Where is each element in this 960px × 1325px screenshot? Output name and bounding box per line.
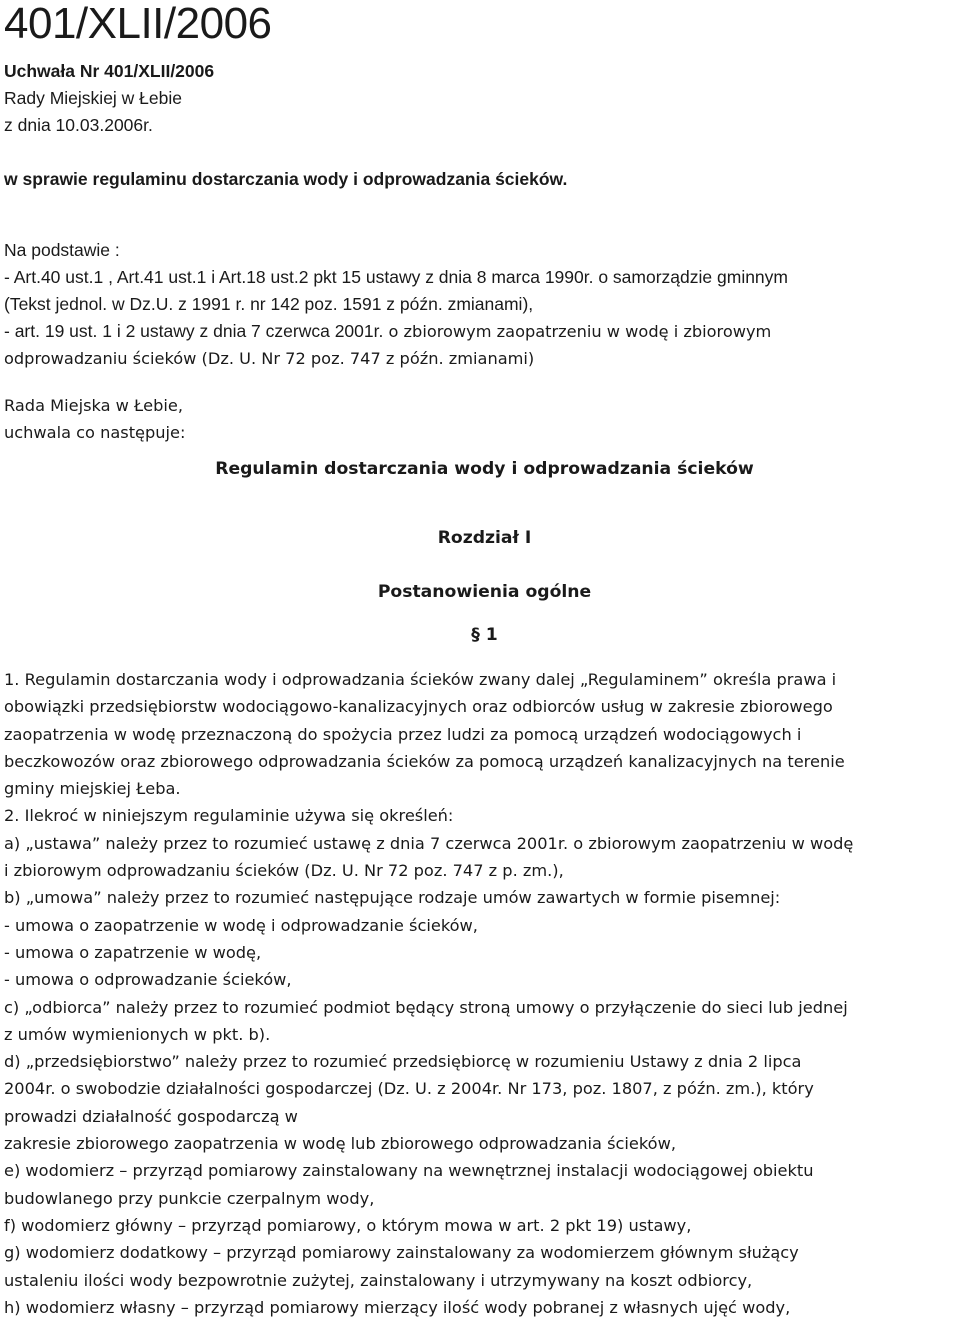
body-line: c) „odbiorca” należy przez to rozumieć podmiot będący stroną umowy o przyłączenie do sieci lub jednej <box>4 997 848 1017</box>
body-line: f) wodomierz główny – przyrząd pomiarowy, o którym mowa w art. 2 pkt 19) ustawy, <box>4 1215 692 1235</box>
council-line: uchwala co następuje: <box>4 423 186 443</box>
council-name: Rady Miejskiej w Łebie <box>4 88 182 108</box>
legal-basis-line-mixed <box>4 318 788 345</box>
body-line: obowiązki przedsiębiorstw wodociągowo-kanalizacyjnych oraz odbiorców usług w zakresie zbiorowego <box>4 697 833 717</box>
body-line: z umów wymienionych w pkt. b). <box>4 1024 271 1044</box>
document-title: 401/XLII/2006 <box>4 0 272 48</box>
resolution-subject: w sprawie regulaminu dostarczania wody i odprowadzania ścieków. <box>4 169 568 189</box>
body-line: b) „umowa” należy przez to rozumieć następujące rodzaje umów zawartych w formie pisemnej: <box>4 888 781 908</box>
legal-basis-line-part: - art. 19 ust. 1 i 2 ustawy z dnia 7 czerwca 2001r. <box>4 321 384 341</box>
legal-basis-intro: Na podstawie : <box>4 240 120 260</box>
chapter-heading: Rozdział I <box>437 528 532 548</box>
body-line: prowadzi działalność gospodarczą w <box>4 1106 298 1126</box>
body-line: d) „przedsiębiorstwo” należy przez to rozumieć przedsiębiorcę w rozumieniu Ustawy z dnia 2 lipca <box>4 1052 802 1072</box>
legal-basis-line: odprowadzaniu ścieków (Dz. U. Nr 72 poz. 747 z późn. zmianami) <box>4 349 535 369</box>
body-line: zaopatrzenia w wodę przeznaczoną do spożycia przez ludzi za pomocą urządzeń wodociągowych i <box>4 724 802 744</box>
body-line: 2004r. o swobodzie działalności gospodarczej (Dz. U. z 2004r. Nr 173, poz. 1807, z późn. zm.), który <box>4 1079 814 1099</box>
body-line: budowlanego przy punkcie czerpalnym wody, <box>4 1188 375 1208</box>
body-line: 1. Regulamin dostarczania wody i odprowadzania ścieków zwany dalej „Regulaminem” określa prawa i <box>4 670 837 689</box>
body-line: gminy miejskiej Łeba. <box>4 779 181 799</box>
resolution-number: Uchwała Nr 401/XLII/2006 <box>4 61 215 81</box>
body-line: - umowa o zapatrzenie w wodę, <box>4 942 262 962</box>
body-line: i zbiorowym odprowadzaniu ścieków (Dz. U. Nr 72 poz. 747 z p. zm.), <box>4 861 564 881</box>
body-line: 2. Ilekroć w niniejszym regulaminie używa się określeń: <box>4 806 454 826</box>
legal-basis-line-part: o zbiorowym zaopatrzeniu w wodę i zbiorowym <box>383 322 772 341</box>
body-line: beczkowozów oraz zbiorowego odprowadzania ścieków za pomocą urządzeń kanalizacyjnych na terenie <box>4 751 845 771</box>
body-line: - umowa o odprowadzanie ścieków, <box>4 970 292 990</box>
body-line: e) wodomierz – przyrząd pomiarowy zainstalowany na wewnętrznej instalacji wodociągowej obiektu <box>4 1161 814 1181</box>
body-line: ustaleniu ilości wody bezpowrotnie zużytej, zainstalowany i utrzymywany na koszt odbiorcy, <box>4 1270 753 1290</box>
legal-basis-line: (Tekst jednol. w Dz.U. z 1991 r. nr 142 poz. 1591 z późn. zmianami), <box>4 294 534 314</box>
council-line: Rada Miejska w Łebie, <box>4 396 183 415</box>
body-line: - umowa o zaopatrzenie w wodę i odprowadzanie ścieków, <box>4 915 478 935</box>
section-marker: § 1 <box>471 625 498 645</box>
body-line: h) wodomierz własny – przyrząd pomiarowy mierzący ilość wody pobranej z własnych ujęć wody, <box>4 1297 791 1317</box>
body-line: a) „ustawa” należy przez to rozumieć ustawę z dnia 7 czerwca 2001r. o zbiorowym zaopatrzeniu w wodę <box>4 833 854 853</box>
body-line: zakresie zbiorowego zaopatrzenia w wodę lub zbiorowego odprowadzania ścieków, <box>4 1134 676 1154</box>
spacer <box>4 139 567 166</box>
council-statement <box>4 392 185 447</box>
body-line: g) wodomierz dodatkowy – przyrząd pomiarowy zainstalowany za wodomierzem głównym służący <box>4 1243 799 1263</box>
resolution-date: z dnia 10.03.2006r. <box>4 115 153 135</box>
legal-basis-line: - Art.40 ust.1 , Art.41 ust.1 i Art.18 ust.2 pkt 15 ustawy z dnia 8 marca 1990r. o samorządzie gminnym <box>4 267 788 287</box>
regulation-body <box>4 666 853 1321</box>
regulation-title: Regulamin dostarczania wody i odprowadzania ścieków <box>215 459 754 479</box>
legal-basis <box>4 237 788 373</box>
chapter-title: Postanowienia ogólne <box>377 582 592 602</box>
resolution-header <box>4 58 567 193</box>
